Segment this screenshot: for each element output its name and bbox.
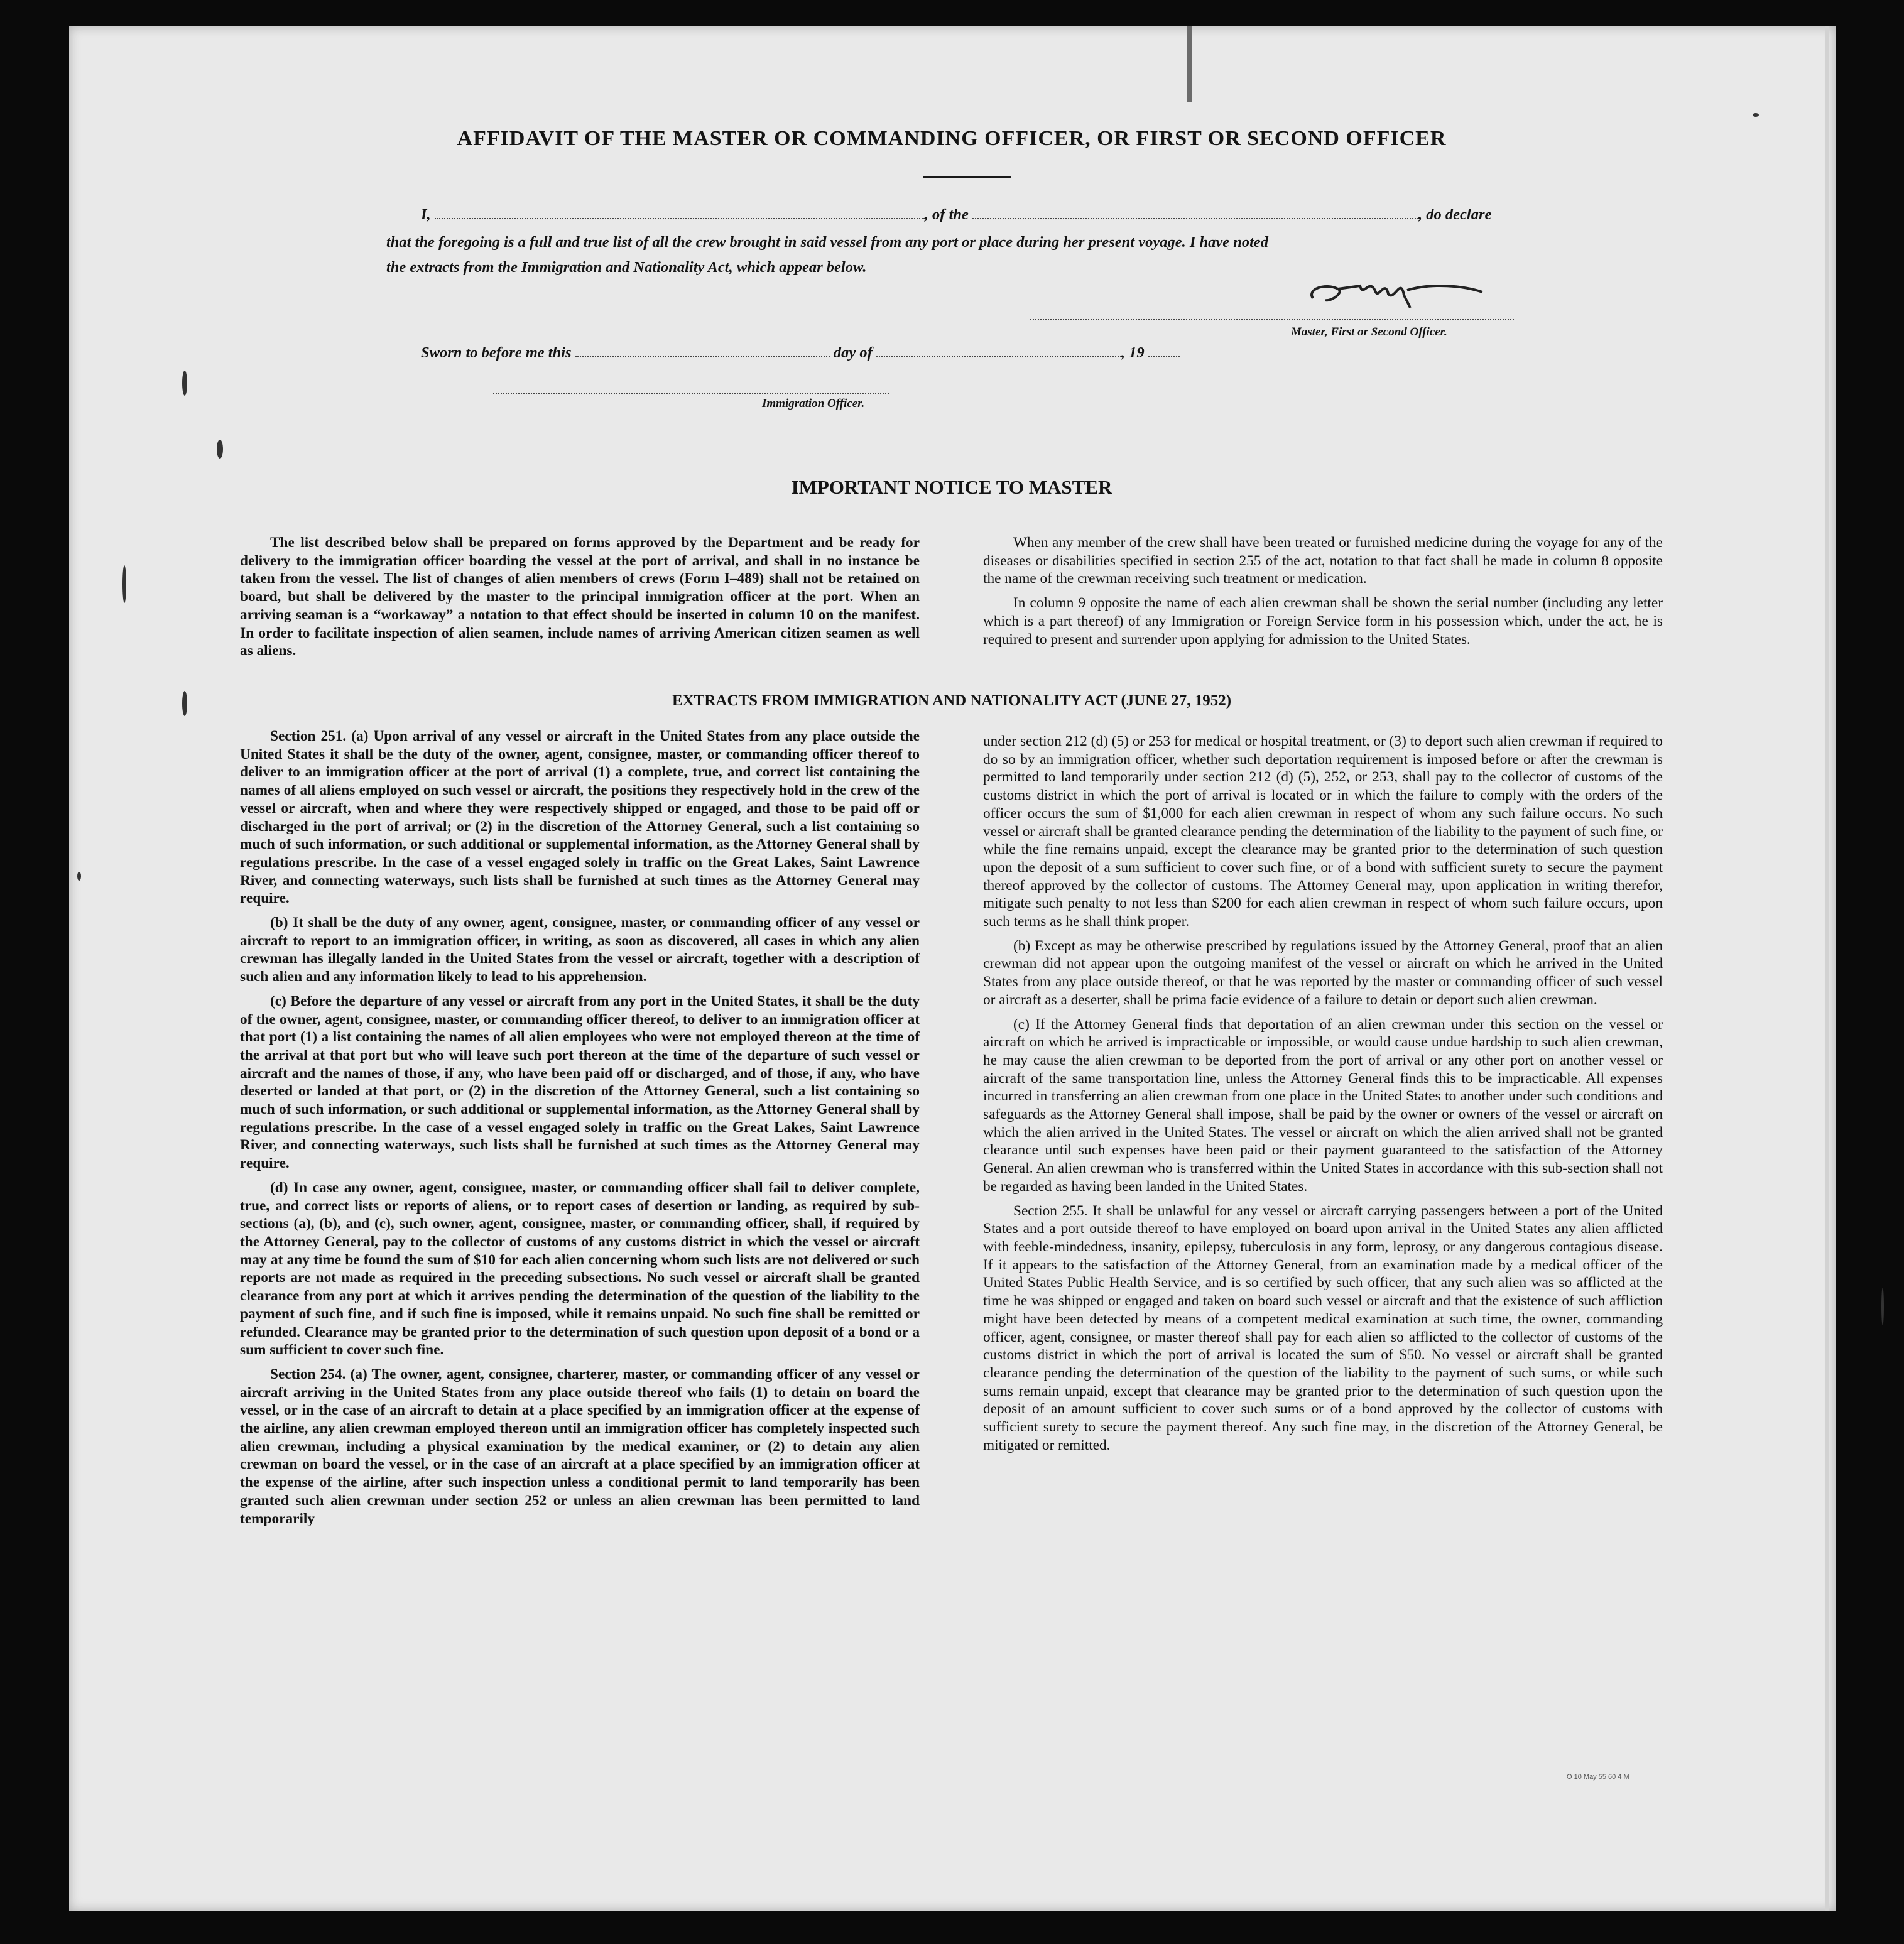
i-label: I, [421, 206, 431, 223]
name-blank[interactable] [435, 217, 925, 219]
scan-speck [1753, 113, 1759, 117]
section-251-b: (b) It shall be the duty of any owner, agent, consignee, master, or commanding officer of any vessel or aircraft to report to an immigration officer, in writing, as soon as discovered, all cases in which any alien crewman has illegally landed in the United States from the vessel or aircraft, together with a description of such alien and any information likely to lead to his apprehension. [240, 915, 920, 986]
notice-right-paragraph-2: In column 9 opposite the name of each alien crewman shall be shown the serial number (including any letter which is a part thereof) of any Immigration or Foreign Service form in his possession which, under the act, he is required to present and surrender upon applying for admission to the United States. [983, 595, 1663, 648]
notice-right-column [983, 534, 1663, 654]
vessel-blank[interactable] [972, 217, 1418, 219]
title-divider [923, 176, 1011, 178]
signature-line[interactable] [1030, 319, 1514, 320]
scan-speck [122, 565, 126, 603]
immigration-officer-caption: Immigration Officer. [762, 397, 865, 410]
section-254-c: (c) If the Attorney General finds that deportation of an alien crewman under this section on the vessel or aircraft on which he arrived is impracticable or impossible, or would cause undue hardship to such alien crewman, he may cause the alien crewman to be deported from the port of arrival or any other port on another vessel or aircraft of the same transportation line, unless the Attorney General finds this to be impracticable. All expenses incurred in transferring an alien crewman from one place in the United States to another under such conditions and safeguards as the Attorney General shall impose, shall be paid by the owner or owners of the vessel or aircraft on which the alien arrived in the United States. The vessel or aircraft on which the alien arrived shall not be granted clearance until such expenses have been paid or their payment guaranteed to the satisfaction of the Attorney General. An alien crewman who is transferred within the United States in accordance with this sub-section shall not be regarded as having been landed in the United States. [983, 1016, 1663, 1195]
scan-speck [182, 371, 187, 396]
scan-speck [182, 691, 187, 716]
section-254-a-cont: under section 212 (d) (5) or 253 for medical or hospital treatment, or (3) to deport such alien crewman if required to do so by an immigration officer, whether such deportation requirement is imposed before or after the crewman is permitted to land temporarily under section 212 (d) (5), 252, or 253, shall pay to the collector of customs of the customs district in which the port of arrival is located or in which the failure to comply with the orders of the officer occurs the sum of $1,000 for each alien crewman in respect of whom any such failure occurs. No such vessel or aircraft shall be granted clearance pending the determination of the liability to the payment of such fine, or while the fine remains unpaid, except the clearance may be granted prior to the determination of such question upon the deposit of a sum sufficient to cover such fine, or of a bond with sufficient surety to secure the payment thereof approved by the collector of customs. The Attorney General may, upon application in writing therefor, mitigate such penalty to not less than $200 for each alien crewman in respect of whom such failure occurs, upon such terms as he shall think proper. [983, 733, 1663, 930]
year-label: , 19 [1121, 344, 1145, 361]
extracts-left-column [240, 727, 920, 1534]
do-declare-label: , do declare [1418, 206, 1492, 223]
signature-image [1300, 264, 1489, 320]
notice-right-paragraph-1: When any member of the crew shall have been treated or furnished medicine during the voyage for any of the diseases or disabilities specified in section 255 of the act, notation to that fact shall be made in column 8 opposite the name of the crewman receiving such treatment or medication. [983, 535, 1663, 587]
notice-left-paragraph: The list described below shall be prepared on forms approved by the Department and be ready for delivery to the immigration officer boarding the vessel at the port of arrival, and shall in no instance be taken from the vessel. The list of changes of alien members of crews (Form I–489) shall not be retained on board, but shall be delivered by the master to the principal immigration officer at the port. When an arriving seaman is a “workaway” a notation to that effect should be inserted in column 10 on the manifest. In order to facilitate inspection of alien seamen, include names of arriving American citizen seamen as well as aliens. [240, 535, 920, 660]
scan-speck [1881, 1288, 1884, 1325]
scan-speck [77, 872, 81, 881]
declaration-text-2: the extracts from the Immigration and Nationality Act, which appear below. [386, 259, 867, 276]
sworn-day-blank[interactable] [575, 356, 830, 357]
scan-speck [217, 440, 223, 459]
affidavit-title: AFFIDAVIT OF THE MASTER OR COMMANDING OFFICER, OR FIRST OR SECOND OFFICER [457, 127, 1447, 150]
notice-left-column [240, 534, 920, 666]
fold-mark [1187, 26, 1192, 102]
page-edge [1825, 26, 1829, 1911]
section-251-d: (d) In case any owner, agent, consignee, master, or commanding officer shall fail to deliver complete, true, and correct lists or reports of aliens, or to report cases of desertion or landing, as required by sub-sections (a), (b), and (c), such owner, agent, consignee, master, or commanding officer, shall, if required by the Attorney General, pay to the collector of customs of any customs district in which the vessel or aircraft may at any time be found the sum of $10 for each alien concerning whom such lists are not delivered or such reports are not made as required in the preceding subsections. No such vessel or aircraft shall be granted clearance from any port at which it arrives pending the determination of the question of the liability to the payment of such fine, and if such fine is imposed, while it remains unpaid. No such fine shall be remitted or refunded. Clearance may be granted prior to the determination of such question upon deposit of a bond or a sum sufficient to cover such fine. [240, 1179, 920, 1359]
declaration-text-1: that the foregoing is a full and true list of all the crew brought in said vessel from any port or place during her present voyage. I have noted [386, 234, 1269, 251]
of-the-label: , of the [924, 206, 969, 223]
section-251-a: Section 251. (a) Upon arrival of any vessel or aircraft in the United States from any place outside the United States it shall be the duty of the owner, agent, consignee, master, or commanding officer thereof to deliver to an immigration officer at the port of arrival (1) a complete, true, and correct list containing the names of all aliens employed on such vessel or aircraft, the positions they respectively hold in the crew of the vessel or aircraft, when and where they were respectively shipped or engaged, and those to be paid off or discharged in the port of arrival; or (2) in the discretion of the Attorney General, such a list containing so much of such information, or such additional or supplemental information, as the Attorney General shall by regulations prescribe. In the case of a vessel engaged solely in traffic on the Great Lakes, Saint Lawrence River, and connecting waterways, such lists shall be furnished at such times as the Attorney General may require. [240, 728, 920, 907]
sworn-label: Sworn to before me this [421, 344, 572, 361]
notice-title: IMPORTANT NOTICE TO MASTER [791, 476, 1112, 498]
extracts-title: EXTRACTS FROM IMMIGRATION AND NATIONALITY ACT (JUNE 27, 1952) [672, 692, 1232, 709]
section-251-c: (c) Before the departure of any vessel or aircraft from any port in the United States, it shall be the duty of the owner, agent, consignee, master, or commanding officer thereof, to deliver to an immigration officer at that port (1) a list containing the names of all alien employees who were not employed thereon at the time of the arrival at that port but who will leave such port thereon at the time of the departure of such vessel or aircraft and the names of those, if any, who have been paid off or discharged, and of those, if any, who have deserted or landed at that port, or (2) in the discretion of the Attorney General, such a list containing so much of such information, or such additional or supplemental information, as the Attorney General shall by regulations prescribe. In the case of a vessel engaged solely in traffic on the Great Lakes, Saint Lawrence River, and connecting waterways, such lists shall be furnished at such times as the Attorney General may require. [240, 992, 920, 1172]
section-254-b: (b) Except as may be otherwise prescribed by regulations issued by the Attorney General, proof that an alien crewman did not appear upon the outgoing manifest of the vessel or aircraft on which he arrived in the United States from any place outside thereof, or that he was reported by the master or commanding officer of such vessel or aircraft as a deserter, shall be prima facie evidence of a failure to detain or deport such alien crewman. [983, 937, 1663, 1008]
print-code: O 10 May 55 60 4 M [1567, 1773, 1629, 1781]
sworn-line [421, 344, 1570, 362]
immigration-officer-line[interactable] [493, 393, 889, 394]
sworn-year-blank[interactable] [1148, 356, 1180, 357]
extracts-right-column [983, 732, 1663, 1460]
declaration-line [386, 206, 1536, 224]
day-of-label: day of [833, 344, 873, 361]
section-255: Section 255. It shall be unlawful for any vessel or aircraft carrying passengers between a port of the United States and a port outside thereof to have employed on board upon arrival in the United States any alien afflicted with feeble-mindedness, insanity, epilepsy, tuberculosis in any form, leprosy, or any dangerous contagious disease. If it appears to the satisfaction of the Attorney General, from an examination made by a medical officer of the United States Public Health Service, and is so certified by such officer, that any such alien was so afflicted at the time he was shipped or engaged and taken on board such vessel or aircraft and that the existence of such affliction might have been detected by means of a competent medical examination at such time, the owner, commanding officer, agent, consignee, or master thereof shall pay for each alien so afflicted to the collector of customs of the customs district in which the port of arrival is located the sum of $50. No vessel or aircraft shall be granted clearance pending the determination of the question of the liability to the payment of such sums, or while such sums remain unpaid, except that clearance may be granted prior to the determination of such question upon the deposit of an amount sufficient to cover such sums or of a bond approved by the collector of customs with sufficient surety to secure the payment thereof. Any such fine may, in the discretion of the Attorney General, be mitigated or remitted. [983, 1202, 1663, 1453]
section-254-a: Section 254. (a) The owner, agent, consignee, charterer, master, or commanding officer of any vessel or aircraft arriving in the United States from any place outside thereof who fails (1) to detain on board the vessel, or in the case of an aircraft to detain at a place specified by an immigration officer at the expense of the airline, any alien crewman employed thereon until an immigration officer has completely inspected such alien crewman, including a physical examination by the medical examiner, or (2) to detain any alien crewman on board the vessel, or in the case of an aircraft at a place specified by an immigration officer at the expense of the airline, after such inspection unless a conditional permit to land temporarily has been granted such alien crewman under section 252 or unless an alien crewman has been permitted to land temporarily [240, 1366, 920, 1527]
sworn-month-blank[interactable] [876, 356, 1121, 357]
signature-caption: Master, First or Second Officer. [1291, 325, 1447, 339]
